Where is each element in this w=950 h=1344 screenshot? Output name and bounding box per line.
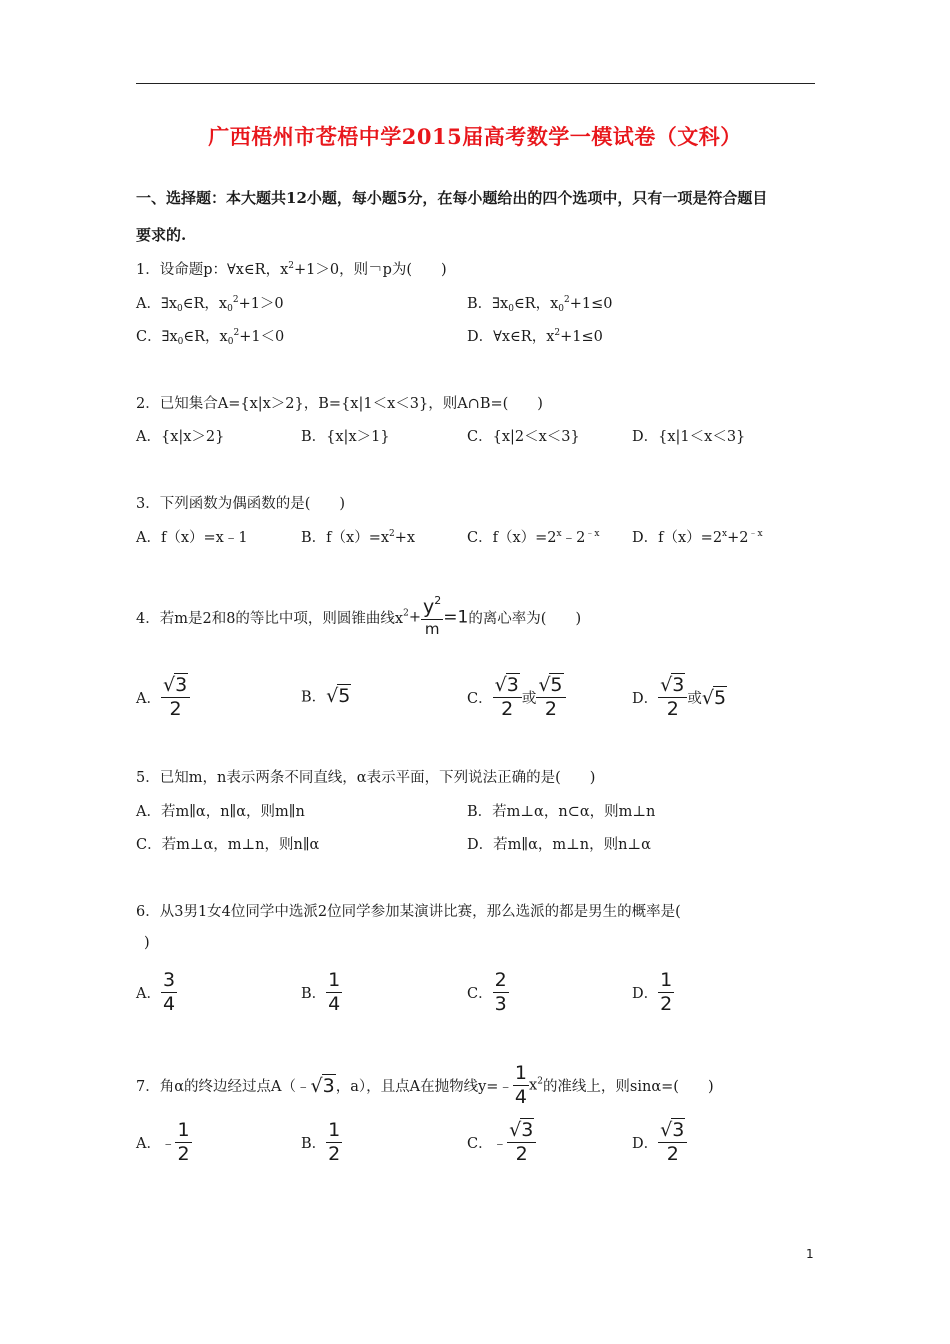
q4-option-a[interactable]: A． $\frac{√3}{2}$ [136, 676, 190, 719]
q3-option-a[interactable]: A．f（x）=x﹣1 [136, 530, 248, 546]
q2-option-d[interactable]: D．{x|1＜x＜3} [632, 429, 746, 445]
q7-option-b[interactable]: B． $\frac{1}{2}$ [301, 1119, 341, 1165]
q5-option-c[interactable]: C．若m⊥α，m⊥n，则n∥α [136, 837, 320, 853]
q6-option-d[interactable]: D． $\frac{1}{2}$ [632, 969, 673, 1015]
q4-option-b[interactable]: B．√5 [301, 685, 351, 707]
q2-option-a[interactable]: A．{x|x＞2} [136, 429, 225, 445]
q2-option-b[interactable]: B．{x|x＞1} [301, 429, 390, 445]
section-heading-line1: 一、选择题：本大题共12小题，每小题5分，在每小题给出的四个选项中，只有一项是符合题目 [136, 189, 768, 207]
q6-option-a[interactable]: A． $\frac{3}{4}$ [136, 969, 176, 1015]
question-6-line2: ) [144, 935, 150, 951]
q6-option-c[interactable]: C． $\frac{2}{3}$ [467, 969, 507, 1015]
question-6-line1: 6．从3男1女4位同学中选派2位同学参加某演讲比赛，那么选派的都是男生的概率是( [136, 904, 681, 920]
q5-option-b[interactable]: B．若m⊥α，n⊂α，则m⊥n [467, 804, 656, 820]
page-title: 广西梧州市苍梧中学2015届高考数学一模试卷（文科） [208, 124, 742, 149]
q1-option-a[interactable]: A．$\exists x_0\in R$，$x_0^2+1>0$ [136, 295, 284, 314]
q3-option-c[interactable]: C．$f(x)=2^x﹣2^{﹣x}$ [467, 529, 600, 546]
q7-option-a[interactable]: A．﹣ $\frac{1}{2}$ [136, 1119, 190, 1165]
q4-fraction: $\frac{y^2}{m}$ [423, 594, 442, 638]
q5-option-a[interactable]: A．若m∥α，n∥α，则m∥n [136, 804, 305, 820]
q3-option-b[interactable]: B．$f(x)=x^2+x$ [301, 529, 416, 546]
page-number: 1 [806, 1247, 814, 1261]
q1-option-b[interactable]: B．$\exists x_0\in R$，$x_0^2+1\le 0$ [467, 295, 613, 314]
q6-option-b[interactable]: B． $\frac{1}{4}$ [301, 969, 341, 1015]
q1-option-d[interactable]: D．∀x∈R，$x^2+1\le 0$ [467, 328, 603, 345]
question-3: 3．下列函数为偶函数的是( ) [136, 496, 346, 512]
question-7: 7．角α的终边经过点A（﹣√3，a），且点A在抛物线y=﹣ $\frac{1}{4}$ $x^2$的准线上，则sinα=( ) [136, 1062, 714, 1108]
q3-option-d[interactable]: D．$f(x)=2^x+2^{﹣x}$ [632, 529, 763, 546]
header-rule [136, 83, 815, 84]
question-4: 4．若m是2和8的等比中项，则圆锥曲线$x^2+$ $\frac{y^2}{m}$ =1的离心率为( ) [136, 594, 582, 638]
q2-option-c[interactable]: C．{x|2＜x＜3} [467, 429, 580, 445]
section-heading-line2: 要求的. [136, 226, 187, 244]
q7-option-d[interactable]: D． $\frac{√3}{2}$ [632, 1121, 687, 1164]
q4-option-c[interactable]: C． $\frac{√3}{2}$ 或 $\frac{√5}{2}$ [467, 676, 566, 719]
question-1: 1．设命题p：∀x∈R，$x^2+1>0$，则￢p为( ) [136, 261, 447, 278]
q4-option-d[interactable]: D． $\frac{√3}{2}$ 或√5 [632, 674, 727, 720]
q1-option-c[interactable]: C．$\exists x_0\in R$，$x_0^2+1<0$ [136, 328, 285, 347]
question-2: 2．已知集合A={x|x＞2}，B={x|1＜x＜3}，则A∩B=( ) [136, 396, 543, 412]
question-5: 5．已知m，n表示两条不同直线，α表示平面，下列说法正确的是( ) [136, 770, 596, 786]
q5-option-d[interactable]: D．若m∥α，m⊥n，则n⊥α [467, 837, 651, 853]
q7-option-c[interactable]: C．﹣ $\frac{√3}{2}$ [467, 1121, 536, 1164]
